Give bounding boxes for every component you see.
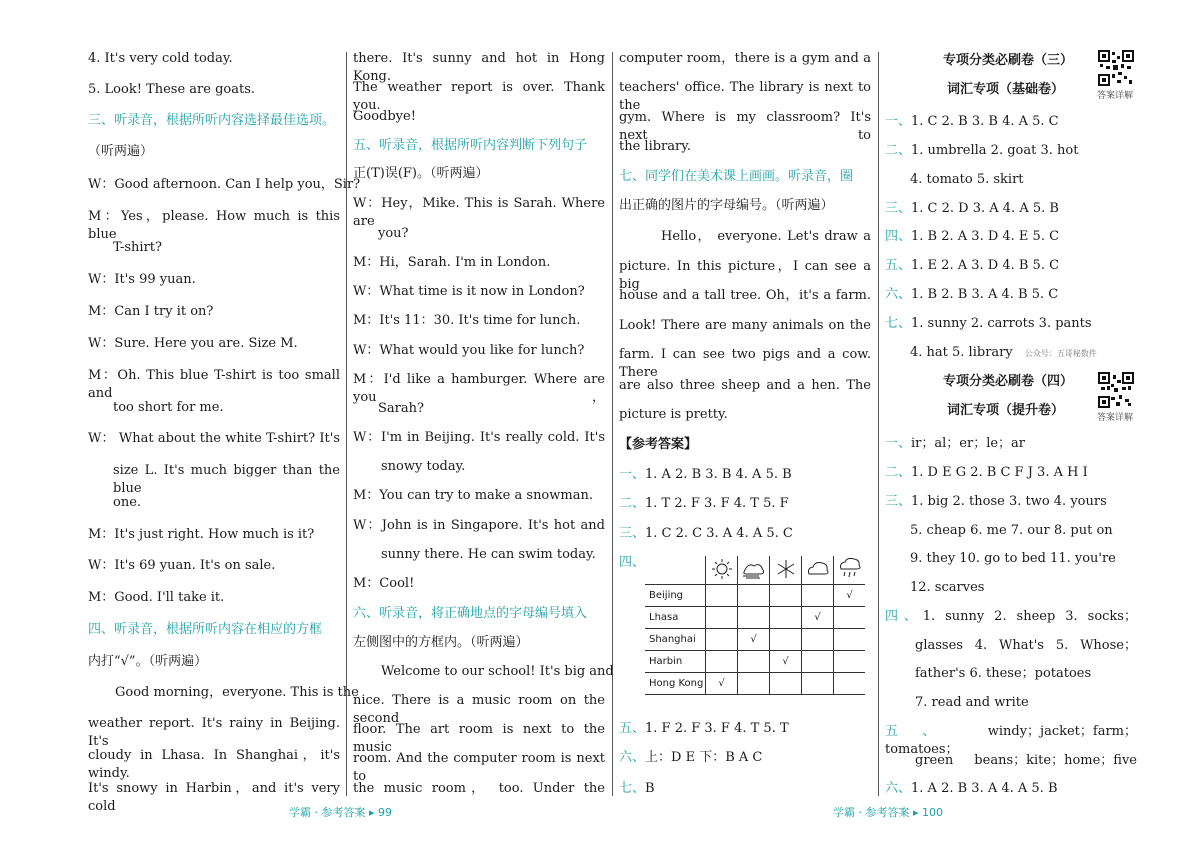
text-line: W：Good afternoon. Can I help you，Sir? bbox=[88, 177, 361, 192]
answer-text: 三、1. C 2. C 3. A 4. A 5. C bbox=[619, 526, 793, 541]
icon-cell bbox=[770, 556, 802, 585]
page-footer-left: 学霸 · 参考答案 ▸ 99 bbox=[289, 806, 393, 819]
answer-line bbox=[619, 495, 789, 513]
text-line: 5. Look! These are goats. bbox=[88, 82, 256, 97]
text-line: W：What would you like for lunch? bbox=[353, 343, 585, 358]
text-line: room. And the computer room is next to bbox=[353, 751, 605, 784]
answer-line: 七、B bbox=[619, 781, 655, 796]
city-label: Hong Kong bbox=[645, 673, 706, 695]
table-cell bbox=[834, 651, 866, 673]
text-line: M：You can try to make a snowman. bbox=[353, 488, 593, 503]
text-line: M：Yes，please. How much is this blue bbox=[88, 209, 340, 242]
text-line: weather report. It's rainy in Beijing. It's bbox=[88, 716, 340, 749]
answer-line: 二、1. D E G 2. B C F J 3. A H I bbox=[885, 465, 1088, 480]
qr-caption: 答案详解 bbox=[1097, 413, 1134, 423]
table-cell bbox=[738, 673, 770, 695]
answer-line bbox=[619, 525, 793, 543]
paper-subtitle: 词汇专项（基础卷） bbox=[947, 82, 1065, 97]
qr-code-icon[interactable] bbox=[1098, 50, 1134, 86]
text-line: farm. I can see two pigs and a cow. There bbox=[619, 347, 871, 380]
answer-line: 六、上：D E 下：B A C bbox=[619, 750, 763, 765]
column-divider bbox=[612, 52, 613, 796]
text-line: snowy today. bbox=[381, 459, 466, 474]
text-line: W：I'm in Beijing. It's really cold. It's bbox=[353, 430, 605, 445]
question-number: 二、 bbox=[619, 496, 646, 511]
text-line: floor. The art room is next to the music bbox=[353, 722, 605, 755]
text-line: W：John is in Singapore. It's hot and bbox=[353, 518, 605, 533]
text-line: （听两遍） bbox=[88, 144, 154, 159]
table-cell bbox=[834, 607, 866, 629]
answer-line: 六、1. A 2. B 3. A 4. A 5. B bbox=[885, 781, 1058, 796]
text-line: size L. It's much bigger than the blue bbox=[113, 463, 340, 496]
table-cell bbox=[802, 673, 834, 695]
text-line: Good morning，everyone. This is the bbox=[115, 685, 359, 700]
answer-line: 五、1. E 2. A 3. D 4. B 5. C bbox=[885, 258, 1060, 273]
icon-cell bbox=[706, 556, 738, 585]
question-number: 二、 bbox=[885, 143, 912, 158]
column-divider bbox=[346, 52, 347, 796]
table-cell bbox=[770, 585, 802, 607]
answer-heading: 【参考答案】 bbox=[619, 437, 698, 452]
table-row bbox=[645, 629, 865, 651]
answer-line: green beans；kite；home；five bbox=[915, 753, 1137, 768]
check-mark: √ bbox=[738, 629, 770, 651]
text-line: there. It's sunny and hot in Hong Kong. bbox=[353, 51, 605, 84]
answer-line: 四、1. B 2. A 3. D 4. E 5. C bbox=[885, 229, 1060, 244]
city-label: Beijing bbox=[645, 585, 706, 607]
text-line: picture is pretty. bbox=[619, 407, 728, 422]
qr-code-icon[interactable] bbox=[1098, 372, 1134, 408]
text-line: 4. It's very cold today. bbox=[88, 51, 233, 66]
answer-line: 七、1. sunny 2. carrots 3. pants bbox=[885, 316, 1092, 331]
text-line: M：It's 11：30. It's time for lunch. bbox=[353, 313, 581, 328]
question-number: 三、 bbox=[619, 526, 646, 541]
check-mark: √ bbox=[770, 651, 802, 673]
text-line: M：I'd like a hamburger. Where are you， bbox=[353, 372, 605, 405]
question-number: 六、 bbox=[885, 781, 912, 796]
qr-caption: 答案详解 bbox=[1097, 91, 1134, 101]
answer-line: 9. they 10. go to bed 11. you're bbox=[910, 551, 1116, 566]
answer-text: 一、1. A 2. B 3. B 4. A 5. B bbox=[619, 467, 792, 482]
table-row bbox=[645, 651, 865, 673]
question-number: 五、 bbox=[885, 258, 912, 273]
text-line: one. bbox=[113, 495, 142, 510]
answer-line: 五、1. F 2. F 3. F 4. T 5. T bbox=[619, 721, 789, 736]
icon-cell bbox=[802, 556, 834, 585]
text-line: M：Can I try it on? bbox=[88, 304, 214, 319]
city-label: Shanghai bbox=[645, 629, 706, 651]
answer-line: 一、ir；al；er；le；ar bbox=[885, 436, 1026, 451]
answer-line: glasses 4. What's 5. Whose； bbox=[915, 638, 1137, 653]
city-label: Harbin bbox=[645, 651, 706, 673]
table-cell bbox=[738, 651, 770, 673]
text-line: M：Hi，Sarah. I'm in London. bbox=[353, 255, 551, 270]
text-line: are also three sheep and a hen. The bbox=[619, 378, 871, 393]
question-number: 七、 bbox=[885, 316, 912, 331]
question-number: 四、 bbox=[885, 609, 923, 624]
text-line: cloudy in Lhasa. In Shanghai，it's windy. bbox=[88, 748, 340, 781]
text-line: W：What time is it now in London? bbox=[353, 284, 585, 299]
question-number: 一、 bbox=[885, 436, 912, 451]
table-row bbox=[645, 673, 865, 695]
answer-line bbox=[619, 554, 645, 572]
text-line: nice. There is a music room on the second bbox=[353, 693, 605, 726]
table-cell bbox=[770, 629, 802, 651]
check-mark: √ bbox=[706, 673, 738, 695]
snowy-icon bbox=[775, 558, 797, 580]
table-row bbox=[645, 585, 865, 607]
question-number: 六、 bbox=[885, 287, 912, 302]
answer-line: 4. tomato 5. skirt bbox=[910, 172, 1024, 187]
text-line: T-shirt? bbox=[113, 240, 162, 255]
answer-line: 五、 windy；jacket；farm；tomatoes； bbox=[885, 724, 1137, 757]
text-line: the library. bbox=[619, 139, 691, 154]
windy-icon bbox=[741, 558, 767, 580]
question-number: 四、 bbox=[885, 229, 912, 244]
text-line: M：Good. I'll take it. bbox=[88, 590, 225, 605]
sunny-icon bbox=[711, 558, 733, 580]
text-line: picture. In this picture，I can see a big bbox=[619, 259, 871, 292]
text-line: 出正确的图片的字母编号。（听两遍） bbox=[619, 198, 834, 213]
question-number: 一、 bbox=[885, 114, 912, 129]
page-footer-right: 学霸 · 参考答案 ▸ 100 bbox=[833, 806, 943, 819]
question-number: 五、 bbox=[619, 721, 646, 736]
question-number: 七、 bbox=[619, 781, 646, 796]
table-row bbox=[645, 607, 865, 629]
question-number: 二、 bbox=[885, 465, 912, 480]
text-line: W：Sure. Here you are. Size M. bbox=[88, 336, 298, 351]
text-line: the music room， too. Under the bbox=[353, 781, 605, 796]
text-line: The weather report is over. Thank you. bbox=[353, 80, 605, 113]
text-line: gym. Where is my classroom? It's next to bbox=[619, 110, 871, 143]
check-mark: √ bbox=[834, 585, 866, 607]
table-cell bbox=[770, 673, 802, 695]
paper-subtitle: 词汇专项（提升卷） bbox=[947, 403, 1065, 418]
answer-line: 5. cheap 6. me 7. our 8. put on bbox=[910, 523, 1113, 538]
text-line: too short for me. bbox=[113, 400, 224, 415]
text-line: sunny there. He can swim today. bbox=[381, 547, 596, 562]
answer-line bbox=[910, 344, 1097, 363]
answer-text: 二、1. T 2. F 3. F 4. T 5. F bbox=[619, 496, 789, 511]
rainy-icon bbox=[837, 557, 863, 581]
text-line: Welcome to our school! It's big and bbox=[381, 664, 614, 679]
question-number: 三、 bbox=[885, 494, 912, 509]
question-number: 六、 bbox=[619, 750, 646, 765]
text-line: Sarah? bbox=[378, 401, 424, 416]
text-line: W：It's 99 yuan. bbox=[88, 272, 196, 287]
text-line: W： What about the white T-shirt? It's bbox=[88, 431, 340, 446]
watermark-note: 公众号：五哥秘数件 bbox=[1024, 349, 1097, 358]
answer-line bbox=[619, 466, 792, 484]
text-line: Goodbye! bbox=[353, 109, 416, 124]
paper-title: 专项分类必刷卷（四） bbox=[943, 374, 1074, 389]
weather-table bbox=[645, 556, 865, 695]
cloudy-icon bbox=[805, 558, 831, 580]
table-cell bbox=[738, 607, 770, 629]
table-cell bbox=[802, 629, 834, 651]
column-divider bbox=[878, 52, 879, 796]
question-number: 一、 bbox=[619, 467, 646, 482]
text-line: M：Oh. This blue T-shirt is too small and bbox=[88, 368, 340, 401]
text-line: It's snowy in Harbin，and it's very cold bbox=[88, 781, 340, 814]
answer-line: 二、1. umbrella 2. goat 3. hot bbox=[885, 143, 1079, 158]
text-line: teachers' office. The library is next to the bbox=[619, 80, 871, 113]
table-cell bbox=[706, 607, 738, 629]
icon-cell bbox=[738, 556, 770, 585]
question-number: 四、 bbox=[619, 555, 646, 570]
text-line: house and a tall tree. Oh，it's a farm. bbox=[619, 288, 871, 303]
answer-line: 一、1. C 2. B 3. B 4. A 5. C bbox=[885, 114, 1059, 129]
text-line: W：It's 69 yuan. It's on sale. bbox=[88, 558, 276, 573]
section-heading: 五、听录音，根据所听内容判断下列句子 bbox=[353, 138, 588, 153]
text-line: you? bbox=[378, 226, 409, 241]
table-cell bbox=[802, 651, 834, 673]
text-line: Hello， everyone. Let's draw a bbox=[661, 229, 871, 244]
section-heading: 四、听录音，根据所听内容在相应的方框 bbox=[88, 622, 323, 637]
table-cell bbox=[738, 585, 770, 607]
text-line: M：Cool! bbox=[353, 576, 415, 591]
city-label: Lhasa bbox=[645, 607, 706, 629]
text-line: 左侧图中的方框内。（听两遍） bbox=[353, 635, 529, 650]
table-cell bbox=[834, 673, 866, 695]
section-heading: 三、听录音，根据所听内容选择最佳选项。 bbox=[88, 113, 336, 128]
question-number: 五、 bbox=[885, 724, 960, 739]
check-mark: √ bbox=[802, 607, 834, 629]
text-line: W：Hey，Mike. This is Sarah. Where are bbox=[353, 196, 605, 229]
paper-title: 专项分类必刷卷（三） bbox=[943, 53, 1074, 68]
question-number: 三、 bbox=[885, 201, 912, 216]
section-heading: 七、同学们在美术课上画画。听录音，圈 bbox=[619, 169, 854, 184]
answer-text: 4. hat 5. library bbox=[910, 345, 1013, 360]
icon-cell bbox=[834, 556, 866, 585]
section-heading: 六、听录音，将正确地点的字母编号填入 bbox=[353, 606, 588, 621]
table-cell bbox=[706, 585, 738, 607]
answer-line: father's 6. these；potatoes bbox=[915, 666, 1092, 681]
answer-line: 三、1. big 2. those 3. two 4. yours bbox=[885, 494, 1107, 509]
answer-line: 六、1. B 2. B 3. A 4. B 5. C bbox=[885, 287, 1059, 302]
text-line: M：It's just right. How much is it? bbox=[88, 527, 315, 542]
answer-line: 12. scarves bbox=[910, 580, 985, 595]
table-cell bbox=[834, 629, 866, 651]
answer-line: 三、1. C 2. D 3. A 4. A 5. B bbox=[885, 201, 1059, 216]
text-line: 内打“√”。（听两遍） bbox=[88, 654, 208, 669]
table-corner bbox=[645, 556, 706, 585]
table-header-row bbox=[645, 556, 865, 585]
answer-line: 四、1. sunny 2. sheep 3. socks； bbox=[885, 609, 1137, 624]
text-line: computer room，there is a gym and a bbox=[619, 51, 871, 66]
table-cell bbox=[706, 629, 738, 651]
table-cell bbox=[706, 651, 738, 673]
table-cell bbox=[802, 585, 834, 607]
answer-line: 7. read and write bbox=[915, 695, 1029, 710]
text-line: Look! There are many animals on the bbox=[619, 318, 871, 333]
text-line: 正(T)误(F)。（听两遍） bbox=[353, 166, 489, 181]
table-cell bbox=[770, 607, 802, 629]
